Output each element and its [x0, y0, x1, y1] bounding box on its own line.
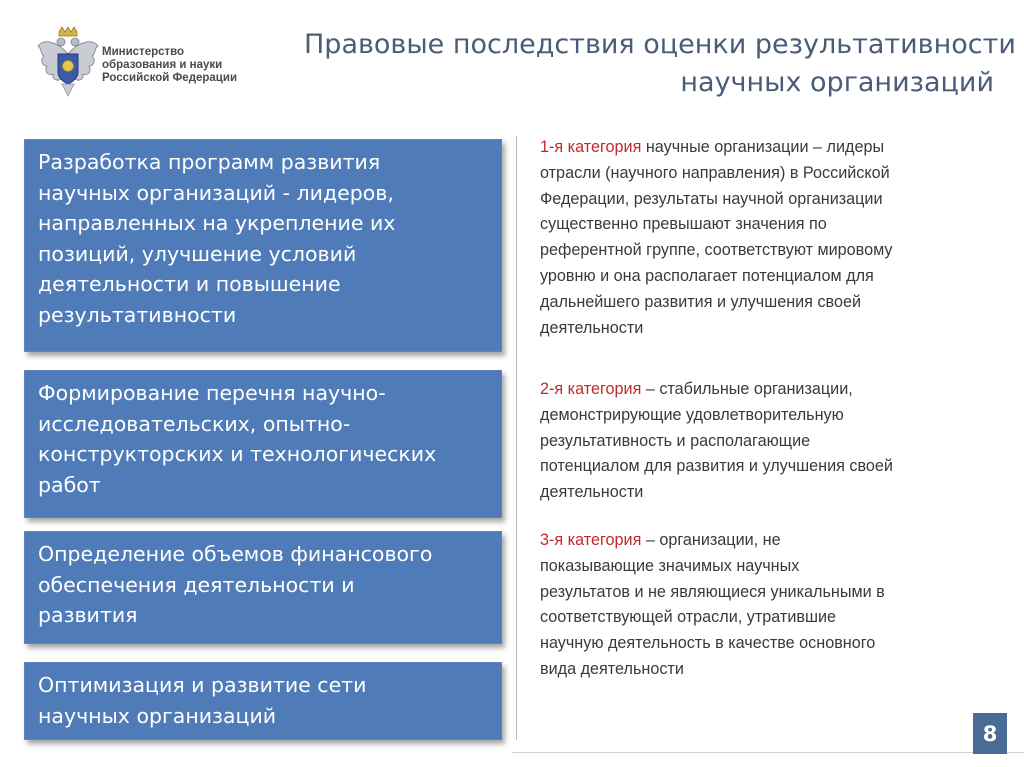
- category-line: соответствующей отрасли, утратившие: [540, 608, 837, 627]
- category-2-description: [540, 377, 1000, 506]
- category-line: дальнейшего развития и улучшения своей: [540, 292, 861, 311]
- ministry-line: Министерство: [102, 46, 185, 58]
- category-3-description: [540, 528, 1000, 683]
- category-label: 2-я категория: [540, 380, 642, 398]
- category-line: результатов и не являющиеся уникальными в: [540, 582, 885, 601]
- block-line: Оптимизация и развитие сети: [38, 673, 367, 697]
- category-label: 3-я категория: [540, 531, 642, 549]
- block-development-programs: [24, 139, 502, 352]
- category-first-line: [540, 135, 1000, 161]
- block-line: научных организаций - лидеров,: [38, 180, 394, 205]
- vertical-divider: [516, 136, 517, 740]
- category-text: научные организации – лидеры: [641, 138, 885, 156]
- category-line: деятельности: [540, 318, 644, 337]
- category-label: 1-я категория: [540, 138, 642, 156]
- block-line: исследовательских, опытно-: [38, 411, 351, 436]
- block-funding-volumes: [24, 531, 502, 644]
- block-line: деятельности и повышение: [38, 272, 341, 296]
- category-line: демонстрирующие удовлетворительную: [540, 405, 844, 424]
- block-line: результативности: [38, 302, 237, 327]
- block-research-works-list: [24, 370, 502, 518]
- category-text: – стабильные организации,: [641, 380, 853, 398]
- ministry-line: образования и науки: [102, 59, 223, 71]
- block-line: направленных на укрепление их: [38, 211, 396, 235]
- ministry-name: [102, 46, 272, 85]
- footer-rule: [512, 752, 1024, 753]
- category-line: научную деятельность в качестве основного: [540, 634, 876, 653]
- category-line: Федерации, результаты научной организации: [540, 189, 883, 208]
- block-line: Определение объемов финансового: [38, 542, 433, 566]
- block-line: работ: [38, 472, 101, 497]
- double-headed-eagle-emblem-icon: [34, 24, 102, 104]
- category-1-description: [540, 135, 1000, 341]
- block-line: обеспечения деятельности и: [38, 572, 355, 597]
- category-line: показывающие значимых научных: [540, 556, 800, 575]
- ministry-logo: [34, 24, 264, 104]
- ministry-line: Российской Федерации: [102, 72, 238, 84]
- category-first-line: [540, 528, 1000, 554]
- block-line: научных организаций: [38, 703, 277, 728]
- block-line: позиций, улучшение условий: [38, 241, 357, 266]
- category-line: деятельности: [540, 483, 644, 502]
- slide-title-line: Правовые последствия оценки результативности: [304, 29, 1016, 60]
- slide-title-line: научных организаций: [680, 67, 994, 98]
- category-line: существенно превышают значения по: [540, 215, 827, 234]
- page-number-badge: 8: [973, 713, 1007, 754]
- block-line: развития: [38, 603, 138, 627]
- category-line: результативность и располагающие: [540, 431, 811, 450]
- block-line: конструкторских и технологических: [38, 442, 437, 466]
- block-line: Формирование перечня научно-: [38, 381, 386, 405]
- slide-title: [304, 26, 1016, 102]
- category-line: потенциалом для развития и улучшения своей: [540, 457, 893, 476]
- category-line: уровню и она располагает потенциалом для: [540, 266, 874, 285]
- category-line: вида деятельности: [540, 659, 684, 678]
- category-text: – организации, не: [641, 531, 781, 549]
- category-line: отрасли (научного направления) в Российской: [540, 163, 890, 182]
- category-line: референтной группе, соответствуют мировому: [540, 241, 893, 260]
- block-network-optimization: [24, 662, 502, 740]
- block-line: Разработка программ развития: [38, 150, 381, 174]
- category-first-line: [540, 377, 1000, 403]
